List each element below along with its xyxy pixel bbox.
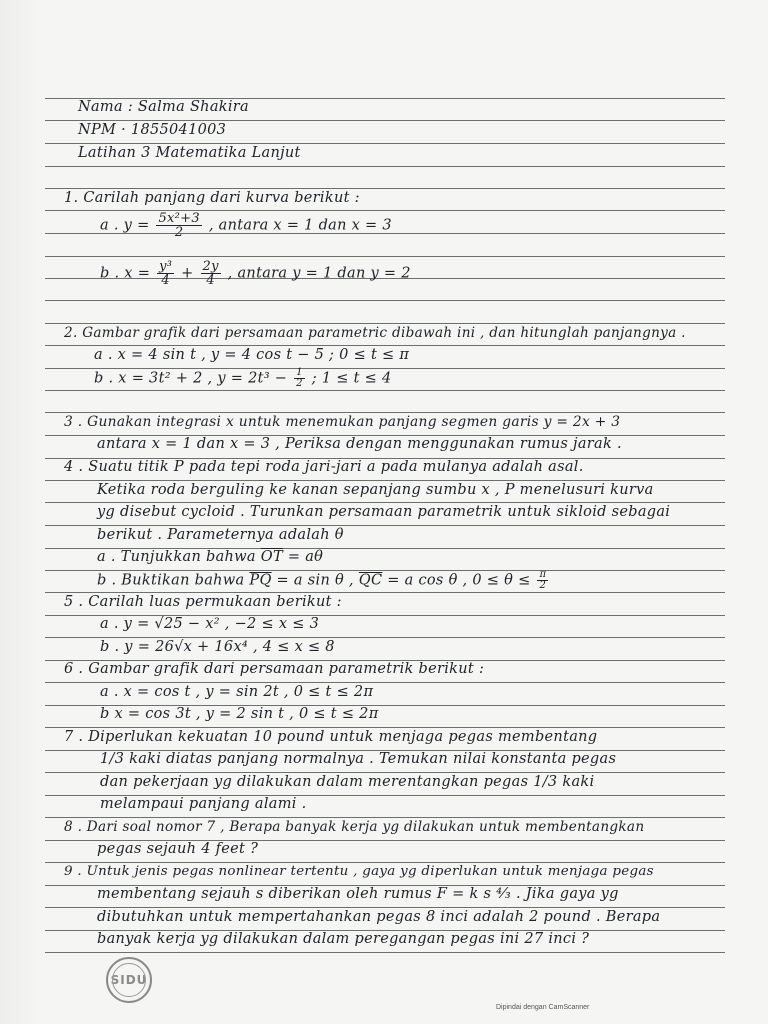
ruled-line <box>45 300 725 301</box>
q4b-segment-qc: $\overline{QC}$ <box>358 572 383 589</box>
question-2a: a . x = 4 sin t , y = 4 cos t − 5 ; 0 ≤ t ≤ π <box>94 347 410 363</box>
question-1b <box>100 260 411 287</box>
q1b-numerator-2: 2y <box>202 259 219 274</box>
ruled-line <box>45 772 725 773</box>
question-7-line-1: 7 . Diperlukan kekuatan 10 pound untuk menjaga pegas membentang <box>64 729 598 745</box>
question-1a <box>100 212 392 239</box>
q2b-numerator: 1 <box>296 367 303 378</box>
ruled-line <box>45 862 725 863</box>
ruled-line <box>45 727 725 728</box>
ruled-line <box>45 637 725 638</box>
student-npm: NPM · 1855041003 <box>78 122 227 138</box>
q1b-denominator-1: 4 <box>161 273 170 288</box>
ruled-line <box>45 412 725 413</box>
course-title: Latihan 3 Matematika Lanjut <box>78 145 301 161</box>
ruled-line <box>45 143 725 144</box>
q4a-suffix: = aθ <box>282 549 324 565</box>
question-5a: a . y = √25 − x² , −2 ≤ x ≤ 3 <box>100 616 320 632</box>
question-4-line-3: yg disebut cycloid . Turunkan persamaan parametrik untuk sikloid sebagai <box>97 504 671 520</box>
ruled-line <box>45 166 725 167</box>
q1a-denominator: 2 <box>174 225 184 240</box>
q2b-suffix: ; 1 ≤ t ≤ 4 <box>311 370 392 387</box>
ruled-line <box>45 390 725 391</box>
question-8-line-1: 8 . Dari soal nomor 7 , Berapa banyak kerja yg dilakukan untuk membentangkan <box>64 819 645 835</box>
q1a-suffix: , antara x = 1 dan x = 3 <box>208 217 392 234</box>
q1a-numerator: 5x²+3 <box>158 211 200 226</box>
question-1-title: 1. Carilah panjang dari kurva berikut : <box>64 190 360 206</box>
ruled-line <box>45 188 725 189</box>
q1b-fraction-2 <box>201 260 221 287</box>
q4a-segment: $\overline{OT}$ <box>260 549 283 565</box>
sidu-logo <box>106 957 152 1003</box>
question-9-line-1: 9 . Untuk jenis pegas nonlinear tertentu , gaya yg diperlukan untuk menjaga pegas <box>64 864 654 879</box>
question-6b: b x = cos 3t , y = 2 sin t , 0 ≤ t ≤ 2π <box>100 706 379 722</box>
ruled-line <box>45 345 725 346</box>
question-4-line-4: berikut . Parameternya adalah θ <box>97 527 344 543</box>
ruled-line <box>45 817 725 818</box>
question-7-line-2: 1/3 kaki diatas panjang normalnya . Temukan nilai konstanta pegas <box>100 751 617 767</box>
question-5b: b . y = 26√x + 16x⁴ , 4 ≤ x ≤ 8 <box>100 639 335 655</box>
question-4-line-2: Ketika roda berguling ke kanan sepanjang sumbu x , P menelusuri kurva <box>97 482 654 498</box>
ruled-line <box>45 682 725 683</box>
ruled-line <box>45 256 725 257</box>
q4b-denominator: 2 <box>539 580 547 591</box>
question-4b <box>97 570 550 591</box>
ruled-line <box>45 907 725 908</box>
q4b-middle-2: = a cos θ , 0 ≤ θ ≤ <box>382 572 531 589</box>
question-4-line-1: 4 . Suatu titik P pada tepi roda jari-jari a pada mulanya adalah asal. <box>64 459 584 475</box>
q1b-denominator-2: 4 <box>206 273 215 288</box>
ruled-line <box>45 592 725 593</box>
ruled-line <box>45 323 725 324</box>
camscanner-watermark: Dipindai dengan CamScanner <box>496 1004 590 1011</box>
question-2b <box>94 368 392 389</box>
q1b-plus: + <box>181 265 194 282</box>
q1b-fraction-1 <box>157 260 174 287</box>
ruled-line <box>45 525 725 526</box>
q4a-prefix: a . Tunjukkan bahwa <box>97 549 256 565</box>
q2b-prefix: b . x = 3t² + 2 , y = 2t³ − <box>94 370 288 387</box>
question-8-line-2: pegas sejauh 4 feet ? <box>97 841 259 857</box>
question-9-line-3: dibutuhkan untuk mempertahankan pegas 8 inci adalah 2 pound . Berapa <box>97 909 661 925</box>
question-4a <box>97 549 323 565</box>
question-9-line-4: banyak kerja yg dilakukan dalam peregangan pegas ini 27 inci ? <box>97 931 590 947</box>
question-6a: a . x = cos t , y = sin 2t , 0 ≤ t ≤ 2π <box>100 684 374 700</box>
ruled-line <box>45 210 725 211</box>
q4b-fraction <box>537 570 548 591</box>
question-3-line-1: 3 . Gunakan integrasi x untuk menemukan panjang segmen garis y = 2x + 3 <box>64 414 621 430</box>
q4b-segment-pq: $\overline{PQ}$ <box>249 572 272 589</box>
q2b-fraction <box>294 368 305 389</box>
question-6-title: 6 . Gambar grafik dari persamaan parametrik berikut : <box>64 661 485 677</box>
q1a-prefix: a . y = <box>100 217 150 234</box>
q1b-numerator-1: y³ <box>159 259 173 274</box>
q2b-denominator: 2 <box>296 378 303 389</box>
q1a-fraction <box>156 212 201 239</box>
ruled-line <box>45 952 725 953</box>
q4b-prefix: b . Buktikan bahwa <box>97 572 245 589</box>
sidu-logo-text: SIDU <box>110 973 148 987</box>
question-5-title: 5 . Carilah luas permukaan berikut : <box>64 594 342 610</box>
q4b-numerator: π <box>539 569 547 580</box>
ruled-line <box>45 120 725 121</box>
question-3-line-2: antara x = 1 dan x = 3 , Periksa dengan menggunakan rumus jarak . <box>97 436 622 452</box>
q4b-middle: = a sin θ , <box>271 572 354 589</box>
ruled-line <box>45 502 725 503</box>
q1b-prefix: b . x = <box>100 265 151 282</box>
student-name: Nama : Salma Shakira <box>78 99 249 115</box>
question-7-line-4: melampaui panjang alami . <box>100 796 307 812</box>
q1b-suffix: , antara y = 1 dan y = 2 <box>227 265 411 282</box>
question-2-title: 2. Gambar grafik dari persamaan parametric dibawah ini , dan hitunglah panjangnya . <box>64 325 686 341</box>
question-7-line-3: dan pekerjaan yg dilakukan dalam merentangkan pegas 1/3 kaki <box>100 774 595 790</box>
ruled-line <box>45 480 725 481</box>
question-9-line-2: membentang sejauh s diberikan oleh rumus F = k s ⁴⁄₃ . Jika gaya yg <box>97 886 619 902</box>
